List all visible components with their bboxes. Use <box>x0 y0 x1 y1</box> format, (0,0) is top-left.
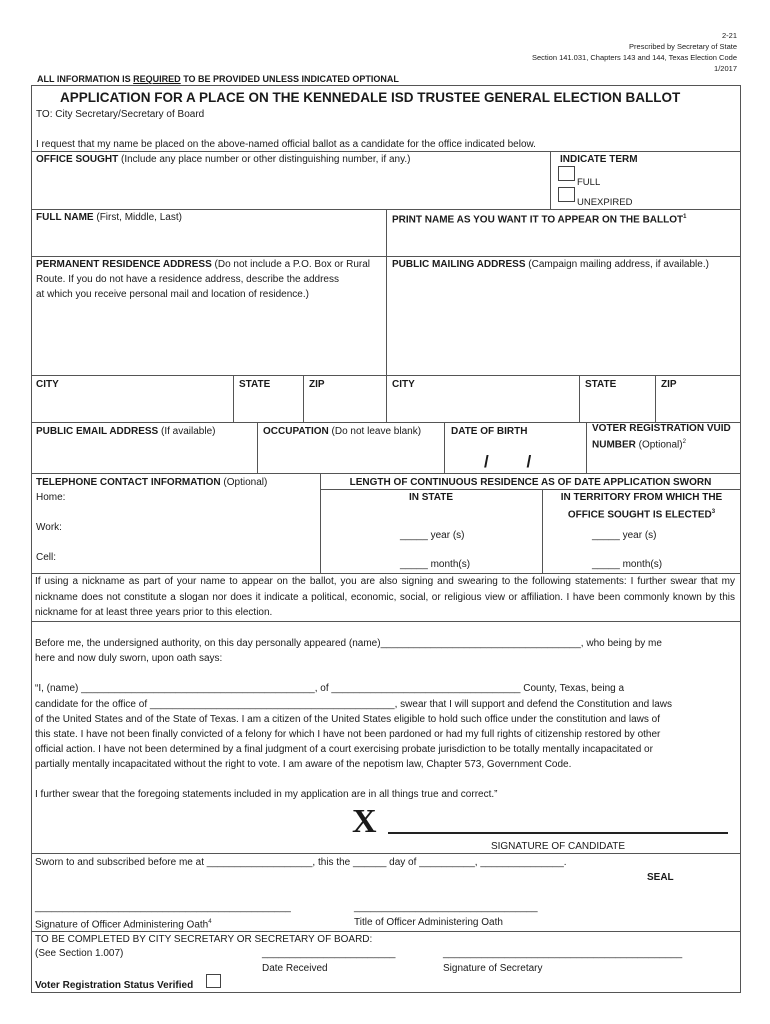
term-unexpired-checkbox[interactable] <box>558 187 575 202</box>
territory-months[interactable]: _____ month(s) <box>592 559 663 570</box>
revision-date: 1/2017 <box>714 64 737 73</box>
oath-line-2: candidate for the office of ____________________________________________, swear that I will support and defend the Constitution and laws <box>35 699 672 710</box>
mailing-address-field[interactable] <box>392 274 737 372</box>
territory-label-2: OFFICE SOUGHT IS ELECTED$^3$ <box>567 509 716 521</box>
nickname-statement: If using a nickname as part of your name to appear on the ballot, you are also signing and swearing to the following statements: I further swear that my nickname does not constitute a slogan nor does it indicate a political, economic, social, or religious view or affiliation. I have been commonly known by this nickname for at least three years prior to this election. <box>35 576 735 618</box>
residence-address-field[interactable] <box>36 304 381 372</box>
mailing-zip-label: ZIP <box>661 379 677 390</box>
officer-title-line[interactable]: _________________________________ <box>354 902 538 913</box>
term-unexpired-label: UNEXPIRED <box>577 197 633 208</box>
officer-title-label: Title of Officer Administering Oath <box>354 917 503 928</box>
occupation-label: OCCUPATION (Do not leave blank) <box>263 426 422 437</box>
mailing-label: PUBLIC MAILING ADDRESS (Campaign mailing address, if available.) <box>392 259 709 270</box>
cell-phone-field[interactable] <box>72 550 312 566</box>
residence-city-label: CITY <box>36 379 59 390</box>
residence-zip-field[interactable] <box>308 393 382 419</box>
oath-line-1: “I, (name) __________________________________________, of __________________________________ County, Texas, being a <box>35 683 625 694</box>
voter-reg-verified-label: Voter Registration Status Verified <box>35 980 194 991</box>
before-me-line-2: here and now duly sworn, upon oath says: <box>35 653 223 664</box>
email-field[interactable] <box>36 440 252 470</box>
residence-city-field[interactable] <box>36 393 228 419</box>
indicate-term-label: INDICATE TERM <box>560 154 638 165</box>
telephone-label: TELEPHONE CONTACT INFORMATION (Optional) <box>36 477 268 488</box>
territory-label-1: IN TERRITORY FROM WHICH THE <box>560 492 723 503</box>
work-phone-label: Work: <box>36 522 62 533</box>
residence-state-label: STATE <box>239 379 271 390</box>
oath-line-6: partially mentally incapacitated without the right to vote. I am aware of the nepotism law, Chapter 573, Government Code. <box>35 759 572 770</box>
secretary-signature-line[interactable]: ___________________________________________ <box>443 948 683 959</box>
oath-line-3: of the United States and of the State of Texas. I am a citizen of the United States eligible to hold such office under the constitution and laws of <box>35 714 661 725</box>
in-state-years[interactable]: _____ year (s) <box>400 530 465 541</box>
length-residence-title: LENGTH OF CONTINUOUS RESIDENCE AS OF DATE APPLICATION SWORN <box>349 477 712 488</box>
sworn-statement: Sworn to and subscribed before me at ___________________, this the ______ day of __________, _______________. <box>35 857 567 868</box>
in-state-label: IN STATE <box>408 492 454 503</box>
print-name-field[interactable] <box>392 226 737 254</box>
residence-state-field[interactable] <box>238 393 298 419</box>
office-use-title: TO BE COMPLETED BY CITY SECRETARY OR SECRETARY OF BOARD: <box>35 934 373 945</box>
occupation-field[interactable] <box>262 440 440 470</box>
code-section: Section 141.031, Chapters 143 and 144, Texas Election Code <box>531 53 737 62</box>
see-section: (See Section 1.007) <box>35 948 124 959</box>
officer-signature-label: Signature of Officer Administering Oath$^4$ <box>35 919 212 931</box>
cell-phone-label: Cell: <box>36 552 57 563</box>
candidate-signature-line[interactable] <box>388 832 728 834</box>
vuid-field[interactable] <box>592 452 736 470</box>
form-number: 2-21 <box>721 31 737 40</box>
date-received-label: Date Received <box>262 963 328 974</box>
further-swear: I further swear that the foregoing statements included in my application are in all things true and correct.” <box>35 789 498 800</box>
home-phone-field[interactable] <box>72 490 312 506</box>
in-state-months[interactable]: _____ month(s) <box>400 559 471 570</box>
mailing-zip-field[interactable] <box>660 393 736 419</box>
required-notice: ALL INFORMATION IS REQUIRED TO BE PROVIDED UNLESS INDICATED OPTIONAL <box>37 74 399 84</box>
email-label: PUBLIC EMAIL ADDRESS (If available) <box>36 426 216 437</box>
prescribed-by: Prescribed by Secretary of State <box>629 42 737 51</box>
voter-reg-verified-checkbox[interactable] <box>206 974 221 988</box>
secretary-signature-label: Signature of Secretary <box>443 963 543 974</box>
work-phone-field[interactable] <box>72 520 312 536</box>
officer-signature-line[interactable]: ______________________________________________ <box>35 902 291 913</box>
form-header <box>437 30 737 74</box>
request-statement: I request that my name be placed on the above-named official ballot as a candidate for the office indicated below. <box>36 139 536 150</box>
office-sought-label: OFFICE SOUGHT (Include any place number or other distinguishing number, if any.) <box>36 154 411 165</box>
office-sought-field[interactable] <box>36 168 546 206</box>
to-line: TO: City Secretary/Secretary of Board <box>36 109 205 120</box>
mailing-city-label: CITY <box>392 379 415 390</box>
signature-x-mark: X <box>352 803 377 840</box>
before-me-line-1: Before me, the undersigned authority, on this day personally appeared (name)____________________________________, who being by me <box>35 638 662 649</box>
oath-line-4: this state. I have not been finally convicted of a felony for which I have not been pardoned or had my full rights of citizenship restored by other <box>35 729 661 740</box>
residence-hint-3: at which you receive personal mail and location of residence.) <box>36 289 309 300</box>
home-phone-label: Home: <box>36 492 66 503</box>
term-full-label: FULL <box>577 177 601 188</box>
seal-label: SEAL <box>647 872 674 883</box>
full-name-field[interactable] <box>36 226 381 254</box>
territory-years[interactable]: _____ year (s) <box>592 530 657 541</box>
dob-field[interactable] <box>450 442 582 470</box>
form-title: APPLICATION FOR A PLACE ON THE KENNEDALE ISD TRUSTEE GENERAL ELECTION BALLOT <box>60 90 681 105</box>
candidate-signature-label: SIGNATURE OF CANDIDATE <box>490 841 626 852</box>
residence-label: PERMANENT RESIDENCE ADDRESS (Do not include a P.O. Box or Rural <box>36 259 370 270</box>
mailing-city-field[interactable] <box>392 393 574 419</box>
oath-line-5: official action. I have not been determined by a final judgment of a court exercising probate jurisdiction to be totally mentally incapacitated or <box>35 744 653 755</box>
mailing-state-label: STATE <box>585 379 617 390</box>
dob-label: DATE OF BIRTH <box>451 426 528 437</box>
vuid-label-2: NUMBER (Optional)$^2$ <box>592 439 686 451</box>
vuid-label-1: VOTER REGISTRATION VUID <box>592 423 731 434</box>
print-name-label: PRINT NAME AS YOU WANT IT TO APPEAR ON THE BALLOT$^1$ <box>392 214 687 226</box>
date-received-line[interactable]: ________________________ <box>262 948 396 959</box>
term-full-checkbox[interactable] <box>558 166 575 181</box>
residence-hint-2: Route. If you do not have a residence address, describe the address <box>36 274 339 285</box>
mailing-state-field[interactable] <box>584 393 650 419</box>
dob-separators: / / <box>484 452 532 471</box>
full-name-label: FULL NAME (First, Middle, Last) <box>36 212 182 223</box>
residence-zip-label: ZIP <box>309 379 325 390</box>
